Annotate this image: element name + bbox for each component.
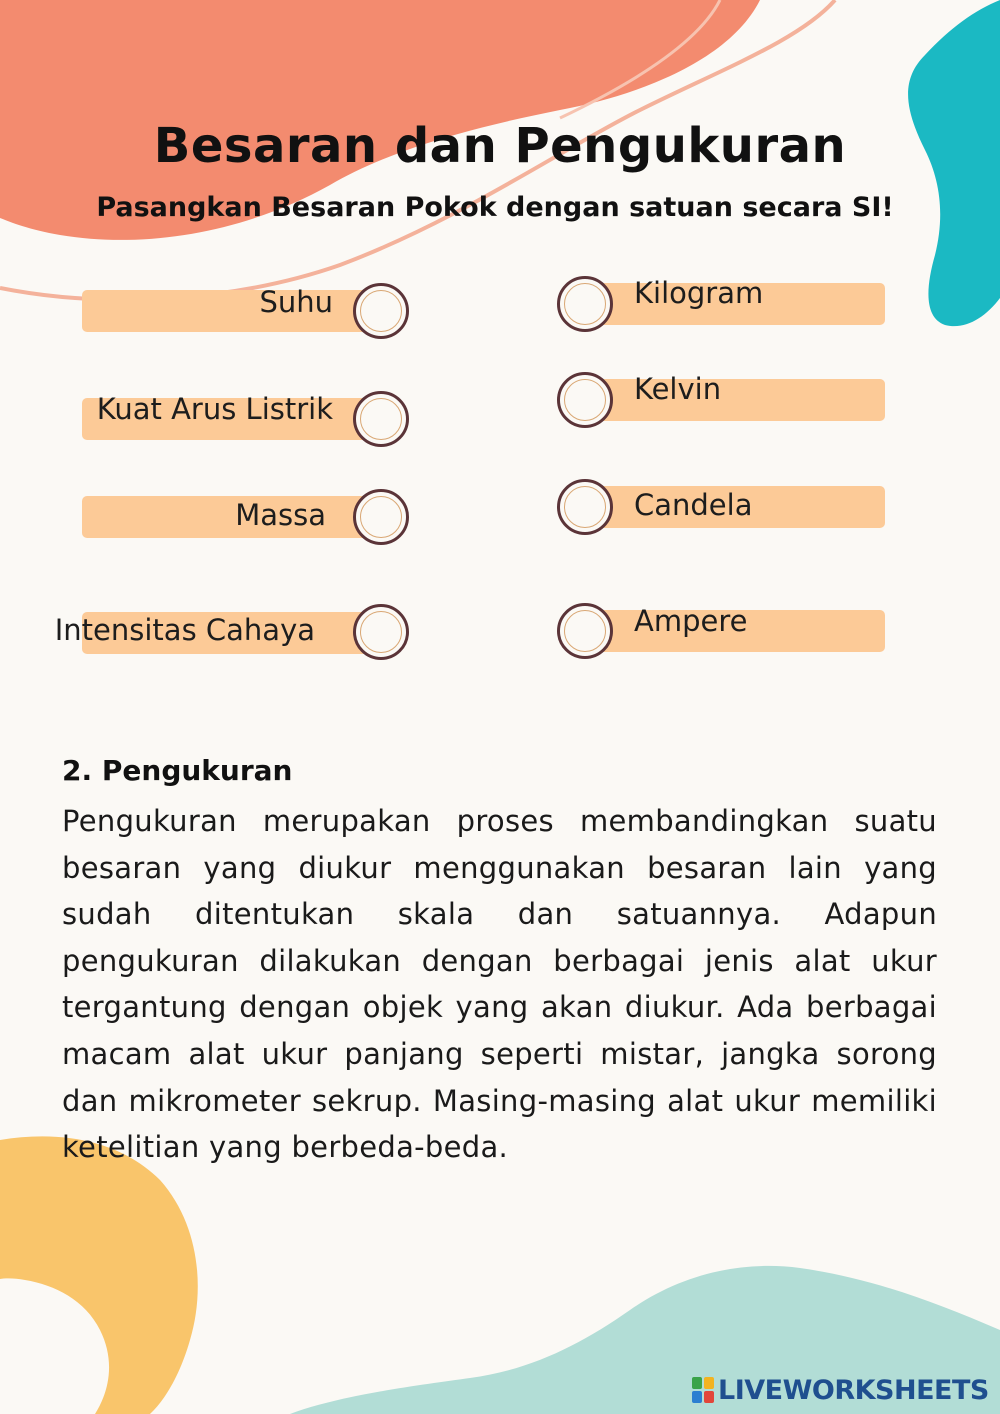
brand-name: LIVEWORKSHEETS: [718, 1374, 989, 1406]
liveworksheets-logo-icon: [692, 1377, 714, 1403]
match-dot-left-2[interactable]: [353, 391, 409, 447]
right-bar-2: [585, 379, 885, 421]
left-item-intensitas-cahaya: Intensitas Cahaya: [54, 613, 315, 647]
liveworksheets-logo[interactable]: [692, 1374, 989, 1406]
yellow-blob: [0, 1136, 198, 1414]
left-item-kuat-arus-listrik: Kuat Arus Listrik: [96, 392, 333, 426]
right-item-candela: Candela: [634, 488, 753, 522]
left-bar-1: [82, 290, 382, 332]
left-item-suhu: Suhu: [259, 285, 333, 319]
match-dot-right-1[interactable]: [557, 276, 613, 332]
match-dot-left-3[interactable]: [353, 489, 409, 545]
match-dot-left-4[interactable]: [353, 604, 409, 660]
right-item-kilogram: Kilogram: [634, 276, 764, 310]
page-title: Besaran dan Pengukuran: [153, 118, 847, 174]
match-dot-right-2[interactable]: [557, 372, 613, 428]
right-item-kelvin: Kelvin: [634, 372, 722, 406]
match-dot-right-3[interactable]: [557, 479, 613, 535]
section-body: Pengukuran merupakan proses membandingkan suatu besaran yang diukur menggunakan besaran lain yang sudah ditentukan skala dan satuannya. Adapun pengukuran dilakukan dengan berbagai jenis alat ukur tergantung dengan objek yang akan diukur. Ada berbagai macam alat ukur panjang seperti mistar, jangka sorong dan mikrometer sekrup. Masing-masing alat ukur memiliki ketelitian yang berbeda-beda.: [62, 804, 937, 1165]
left-bar-3: [82, 496, 382, 538]
match-dot-right-4[interactable]: [557, 603, 613, 659]
instruction-text: Pasangkan Besaran Pokok dengan satuan secara SI!: [96, 192, 894, 223]
right-item-ampere: Ampere: [634, 604, 748, 638]
section-heading: 2. Pengukuran: [62, 754, 293, 787]
match-dot-left-1[interactable]: [353, 283, 409, 339]
left-item-massa: Massa: [235, 498, 326, 532]
